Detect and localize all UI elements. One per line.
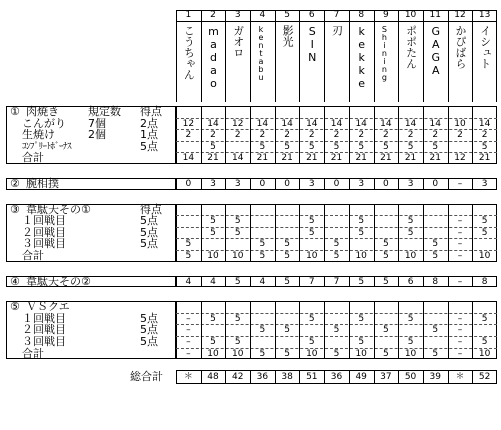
column-divider (201, 301, 202, 359)
column-divider (324, 106, 325, 164)
score-cell: 3 (210, 179, 216, 189)
column-divider (275, 106, 276, 164)
score-cell: 5 (259, 251, 266, 261)
player-number: 6 (308, 10, 315, 20)
column-divider (275, 204, 276, 262)
score-cell: 14 (306, 118, 318, 129)
score-cell: 4 (185, 276, 192, 287)
column-divider (225, 178, 226, 190)
column-divider (250, 178, 251, 190)
score-cell: 5 (259, 348, 266, 359)
score-cell: 5 (481, 141, 488, 152)
total-cell: 37 (380, 372, 392, 383)
player-name: Shining (379, 25, 389, 81)
score-cell: 14 (380, 118, 392, 129)
score-cell: 2 (185, 130, 192, 141)
section-marker: ② (10, 177, 20, 190)
score-cell: 5 (210, 216, 216, 227)
player-number: 12 (454, 10, 466, 20)
score-cell: 5 (234, 337, 241, 347)
row-points: 得点 (140, 105, 162, 118)
score-cell: 7 (333, 276, 340, 287)
score-cell: 14 (330, 118, 343, 129)
score-cell: 5 (259, 325, 266, 336)
score-cell: 5 (259, 239, 266, 250)
score-cell: 10 (207, 251, 219, 261)
score-cell: 0 (259, 179, 266, 189)
player-name: SIN (305, 25, 319, 64)
column-divider (299, 178, 300, 190)
total-cell: 51 (306, 372, 318, 383)
column-divider (324, 178, 325, 190)
score-cell: 2 (407, 130, 414, 141)
score-cell: 5 (481, 216, 488, 227)
score-cell: – (457, 348, 463, 359)
score-cell: 21 (404, 153, 417, 164)
score-cell: 10 (306, 251, 318, 261)
score-cell: 10 (404, 348, 417, 359)
row-label: 肉焼き (26, 105, 59, 118)
header-column-divider (448, 10, 449, 102)
header-column-divider (275, 10, 276, 102)
score-cell: – (186, 313, 191, 324)
score-cell: 10 (454, 118, 466, 129)
column-divider (423, 276, 424, 288)
score-cell: 5 (234, 216, 241, 227)
column-divider (398, 178, 399, 190)
score-cell: 21 (355, 153, 367, 164)
column-divider (448, 204, 449, 262)
score-cell: 8 (432, 276, 439, 287)
section-marker: ④ (10, 274, 20, 288)
score-cell: 5 (407, 313, 414, 324)
row-label: 韋駄天その① (26, 202, 91, 216)
row-label: １回戦目 (22, 311, 66, 325)
score-cell: 5 (358, 337, 365, 347)
player-number: 8 (358, 10, 365, 20)
row-points: 5点 (140, 323, 158, 337)
column-divider (423, 204, 424, 262)
score-cell: 5 (432, 325, 439, 336)
score-cell: 5 (284, 348, 290, 359)
column-divider (423, 178, 424, 190)
score-cell: 5 (383, 325, 389, 336)
score-cell: 5 (308, 216, 315, 227)
score-cell: 5 (333, 325, 340, 336)
column-divider (472, 301, 473, 359)
score-cell: 2 (284, 130, 290, 141)
score-cell: 0 (432, 179, 439, 189)
header-column-divider (201, 10, 202, 102)
score-cell: 5 (432, 239, 439, 250)
score-cell: 5 (333, 348, 340, 359)
score-cell: 12 (231, 118, 244, 129)
column-divider (423, 301, 424, 359)
score-cell: – (186, 325, 191, 336)
column-divider (299, 301, 300, 359)
header-column-divider (472, 10, 473, 102)
score-cell: 5 (185, 251, 192, 261)
score-cell: 5 (432, 348, 439, 359)
column-divider (374, 204, 375, 262)
total-cell: 52 (478, 372, 491, 383)
score-cell: 0 (185, 179, 192, 189)
total-cell: 39 (429, 372, 441, 383)
header-left-border (176, 10, 177, 102)
row-points: 5点 (140, 225, 158, 239)
score-cell: 10 (231, 251, 244, 261)
row-points: 5点 (140, 139, 158, 153)
score-cell: 5 (308, 313, 315, 324)
row-label: ２回戦目 (22, 323, 66, 337)
column-divider (299, 204, 300, 262)
column-divider (448, 276, 449, 288)
row-label: ３回戦目 (22, 237, 66, 251)
column-divider (225, 276, 226, 288)
score-cell: 14 (256, 118, 269, 129)
score-cell: 14 (355, 118, 367, 129)
section-marker: ③ (10, 202, 20, 216)
score-cell: – (186, 348, 191, 359)
score-cell: 14 (207, 118, 219, 129)
row-label: ｺﾝﾌﾟﾘｰﾄﾎﾞｰﾅｽ (22, 141, 72, 152)
player-number: 11 (429, 10, 441, 20)
column-divider (448, 301, 449, 359)
score-cell: 5 (210, 337, 216, 347)
score-cell: 5 (234, 276, 241, 287)
player-number: 9 (383, 10, 389, 20)
row-points: 得点 (140, 202, 162, 216)
score-cell: 5 (358, 216, 365, 227)
total-cell: 50 (404, 372, 417, 383)
score-cell: 2 (333, 130, 340, 141)
score-cell: 5 (481, 337, 488, 347)
score-cell: 5 (333, 251, 340, 261)
total-cell: 49 (355, 372, 367, 383)
score-cell: 3 (481, 179, 488, 189)
column-divider (349, 301, 350, 359)
score-cell: – (457, 216, 463, 227)
score-cell: 10 (231, 348, 244, 359)
score-cell: 5 (284, 239, 290, 250)
row-label: 腕相撲 (26, 177, 59, 190)
score-cell: 2 (383, 130, 389, 141)
score-cell: 21 (306, 153, 318, 164)
score-cell: – (457, 179, 463, 189)
score-cell: 5 (284, 325, 290, 336)
score-cell: 2 (259, 130, 266, 141)
score-cell: 10 (478, 251, 491, 261)
total-cell: ＊ (183, 372, 193, 383)
column-divider (472, 276, 473, 288)
column-divider (201, 276, 202, 288)
column-divider (299, 106, 300, 164)
score-cell: 10 (404, 251, 417, 261)
row-quota: 2個 (88, 128, 106, 142)
column-divider (275, 301, 276, 359)
score-cell: 5 (234, 227, 241, 238)
column-divider (201, 204, 202, 262)
row-points: 2点 (140, 116, 158, 130)
column-divider (349, 106, 350, 164)
score-cell: 5 (185, 239, 192, 250)
score-cell: 5 (284, 276, 290, 287)
column-divider (472, 204, 473, 262)
column-divider (349, 178, 350, 190)
header-column-divider (225, 10, 226, 102)
header-column-divider (299, 10, 300, 102)
column-divider (423, 106, 424, 164)
total-cell: 36 (330, 372, 343, 383)
player-number: 13 (478, 10, 491, 20)
player-name: madao (207, 25, 221, 90)
column-divider (250, 301, 251, 359)
score-cell: 14 (404, 118, 417, 129)
column-divider (448, 178, 449, 190)
score-cell: 2 (457, 130, 463, 141)
column-divider (250, 276, 251, 288)
score-cell: 5 (308, 141, 315, 152)
score-cell: – (457, 227, 463, 238)
score-cell: 2 (308, 130, 315, 141)
column-divider (225, 301, 226, 359)
column-divider (299, 276, 300, 288)
column-divider (250, 204, 251, 262)
score-cell: 4 (259, 276, 266, 287)
score-cell: 5 (383, 348, 389, 359)
score-cell: 5 (383, 251, 389, 261)
score-cell: 5 (284, 141, 290, 152)
score-cell: 5 (358, 276, 365, 287)
column-divider (349, 276, 350, 288)
column-divider (275, 276, 276, 288)
header-column-divider (324, 10, 325, 102)
header-number-border (176, 21, 497, 22)
column-divider (201, 178, 202, 190)
score-cell: 21 (256, 153, 269, 164)
score-cell: 4 (210, 276, 216, 287)
score-cell: 5 (308, 337, 315, 347)
column-divider (398, 301, 399, 359)
header-column-divider (349, 10, 350, 102)
row-label: ＶＳクエ (26, 300, 70, 314)
score-cell: 21 (281, 153, 293, 164)
score-cell: 21 (478, 153, 491, 164)
score-cell: 10 (306, 348, 318, 359)
score-cell: 14 (429, 118, 441, 129)
row-quota: 規定数 (88, 105, 121, 118)
score-cell: 5 (407, 337, 414, 347)
score-cell: 5 (407, 227, 414, 238)
row-points: 5点 (140, 335, 158, 348)
header-column-divider (423, 10, 424, 102)
score-cell: 3 (407, 179, 414, 189)
column-divider (374, 301, 375, 359)
player-name: kentabu (256, 25, 266, 81)
row-label: ２回戦目 (22, 225, 66, 239)
score-cell: 3 (234, 179, 241, 189)
column-divider (275, 178, 276, 190)
row-label: 生焼け (22, 128, 55, 142)
score-cell: 14 (231, 153, 244, 164)
player-name: 影光 (281, 25, 295, 47)
score-cell: 0 (333, 179, 340, 189)
score-cell: 0 (383, 179, 389, 189)
score-cell: 5 (210, 141, 216, 152)
score-cell: – (457, 313, 463, 324)
score-cell: 5 (383, 239, 389, 250)
column-divider (472, 178, 473, 190)
score-cell: 5 (358, 141, 365, 152)
score-cell: 5 (432, 251, 439, 261)
score-cell: 5 (358, 313, 365, 324)
player-name: イシュト (478, 25, 492, 69)
score-cell: 2 (210, 130, 216, 141)
player-number: 1 (185, 10, 192, 20)
score-cell: 5 (333, 239, 340, 250)
player-name: ガオロ (231, 25, 245, 58)
column-divider (324, 204, 325, 262)
column-divider (398, 106, 399, 164)
score-cell: 21 (380, 153, 392, 164)
score-cell: 2 (481, 130, 488, 141)
column-divider (374, 178, 375, 190)
score-cell: 5 (383, 276, 389, 287)
row-label: こんがり (22, 116, 66, 130)
column-divider (250, 106, 251, 164)
score-cell: 10 (207, 348, 219, 359)
score-cell: 5 (333, 141, 340, 152)
row-label: 合計 (22, 346, 44, 360)
score-cell: 10 (478, 348, 491, 359)
column-divider (324, 276, 325, 288)
header-column-divider (398, 10, 399, 102)
score-cell: 21 (330, 153, 343, 164)
total-label: 総合計 (130, 370, 163, 384)
row-label: ３回戦目 (22, 335, 66, 348)
player-number: 3 (234, 10, 241, 20)
score-cell: 14 (281, 118, 293, 129)
row-label: １回戦目 (22, 214, 66, 228)
player-name: こうちゃん (182, 25, 196, 80)
total-cell: ＊ (455, 372, 465, 383)
score-cell: 5 (481, 313, 488, 324)
score-cell: 2 (432, 130, 439, 141)
header-column-divider (250, 10, 251, 102)
score-cell: – (186, 337, 191, 347)
score-cell: 5 (407, 216, 414, 227)
player-number: 2 (210, 10, 216, 20)
score-cell: 5 (407, 141, 414, 152)
player-number: 10 (404, 10, 417, 20)
score-cell: 3 (308, 179, 315, 189)
score-cell: 21 (207, 153, 219, 164)
score-cell: 12 (454, 153, 466, 164)
player-number: 7 (333, 10, 340, 20)
row-quota: 7個 (88, 116, 106, 130)
score-cell: 2 (358, 130, 365, 141)
score-cell: 7 (308, 276, 315, 287)
score-cell: 5 (210, 227, 216, 238)
score-cell: – (457, 325, 463, 336)
total-cell: 36 (256, 372, 269, 383)
column-divider (448, 106, 449, 164)
column-divider (398, 276, 399, 288)
score-cell: – (457, 337, 463, 347)
column-divider (225, 204, 226, 262)
score-cell: – (457, 239, 463, 250)
player-number: 4 (259, 10, 266, 20)
row-label: 合計 (22, 151, 44, 165)
score-cell: – (457, 251, 463, 261)
score-cell: 14 (182, 153, 195, 164)
score-cell: 5 (259, 141, 266, 152)
score-cell: – (457, 276, 463, 287)
player-name: kekke (355, 25, 369, 90)
score-cell: 5 (210, 313, 216, 324)
column-divider (201, 106, 202, 164)
row-points: 5点 (140, 237, 158, 251)
column-divider (374, 106, 375, 164)
section-marker: ① (10, 105, 20, 118)
score-cell: 8 (481, 276, 488, 287)
player-name: ポポたん (404, 25, 418, 69)
score-cell: 10 (355, 251, 367, 261)
score-cell: 3 (358, 179, 365, 189)
row-label: 合計 (22, 249, 44, 262)
player-name: GAGA (429, 25, 443, 77)
total-cell: 42 (231, 372, 244, 383)
row-points: 1点 (140, 128, 158, 142)
total-cell: 38 (281, 372, 293, 383)
score-cell: 5 (383, 141, 389, 152)
score-cell: 5 (284, 251, 290, 261)
column-divider (472, 106, 473, 164)
score-cell: 2 (234, 130, 241, 141)
row-points: 5点 (140, 311, 158, 325)
column-divider (324, 301, 325, 359)
player-name: かぴばら (453, 25, 467, 69)
score-cell: 5 (234, 313, 241, 324)
row-label: 韋駄天その② (26, 274, 91, 288)
player-name: 刃 (330, 25, 344, 36)
score-cell: 5 (481, 227, 488, 238)
score-cell: 0 (284, 179, 290, 189)
header-column-divider (374, 10, 375, 102)
row-points: 5点 (140, 214, 158, 228)
score-cell: 10 (355, 348, 367, 359)
score-cell: 5 (308, 227, 315, 238)
score-cell: 5 (432, 141, 439, 152)
score-cell: 5 (358, 227, 365, 238)
score-cell: 14 (478, 118, 491, 129)
player-number: 5 (284, 10, 290, 20)
column-divider (374, 276, 375, 288)
section-marker: ⑤ (10, 300, 20, 314)
column-divider (349, 204, 350, 262)
column-divider (398, 204, 399, 262)
score-cell: 21 (429, 153, 441, 164)
total-cell: 48 (207, 372, 219, 383)
score-cell: 6 (407, 276, 414, 287)
header-right-border (496, 10, 497, 102)
score-cell: 12 (182, 118, 195, 129)
column-divider (225, 106, 226, 164)
